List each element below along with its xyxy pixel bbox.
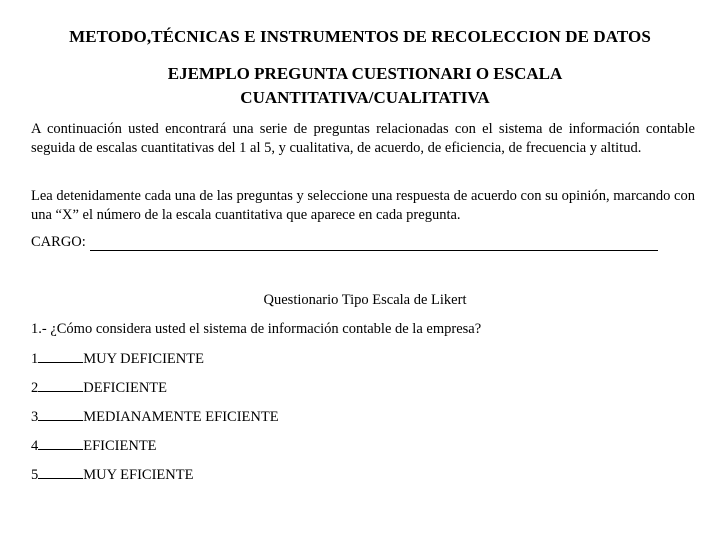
option-number: 2 <box>31 380 39 396</box>
option-blank[interactable] <box>38 408 83 421</box>
likert-option-5[interactable] <box>31 466 193 484</box>
option-number: 1 <box>31 351 39 367</box>
subtitle-line-1: EJEMPLO PREGUNTA CUESTIONARI O ESCALA <box>167 64 563 83</box>
option-blank[interactable] <box>38 437 83 450</box>
option-number: 4 <box>31 438 39 454</box>
question-text: 1.- ¿Cómo considera usted el sistema de información contable de la empresa? <box>31 321 482 337</box>
likert-option-1[interactable] <box>31 350 204 368</box>
questionnaire-title: Questionario Tipo Escala de Likert <box>263 292 467 308</box>
option-label: DEFICIENTE <box>83 380 168 396</box>
option-blank[interactable] <box>38 350 83 363</box>
option-number: 5 <box>31 467 39 483</box>
option-blank[interactable] <box>38 466 83 479</box>
cargo-label: CARGO: <box>31 234 86 250</box>
option-number: 3 <box>31 409 39 425</box>
option-label: MEDIANAMENTE EFICIENTE <box>83 409 279 425</box>
option-label: MUY EFICIENTE <box>83 467 194 483</box>
subtitle-line-2: CUANTITATIVA/CUALITATIVA <box>240 88 490 107</box>
likert-option-2[interactable] <box>31 379 167 397</box>
cargo-fill-line <box>90 250 658 251</box>
option-label: EFICIENTE <box>83 438 157 454</box>
likert-option-4[interactable] <box>31 437 157 455</box>
likert-option-3[interactable] <box>31 408 279 426</box>
intro-paragraph-1: A continuación usted encontrará una serie de preguntas relacionadas con el sistema de información contable seguida de escalas cuantitativas del 1 al 5, y cualitativa, de acuerdo, de eficiencia, de frecuencia y altitud. <box>31 121 695 156</box>
intro-paragraph-2: Lea detenidamente cada una de las preguntas y seleccione una respuesta de acuerdo con su opinión, marcando con una “X” el número de la escala cuantitativa que aparece en cada pregunta. <box>31 188 695 223</box>
page-title: METODO,TÉCNICAS E INSTRUMENTOS DE RECOLECCION DE DATOS <box>69 27 651 46</box>
option-blank[interactable] <box>38 379 83 392</box>
option-label: MUY DEFICIENTE <box>83 351 204 367</box>
